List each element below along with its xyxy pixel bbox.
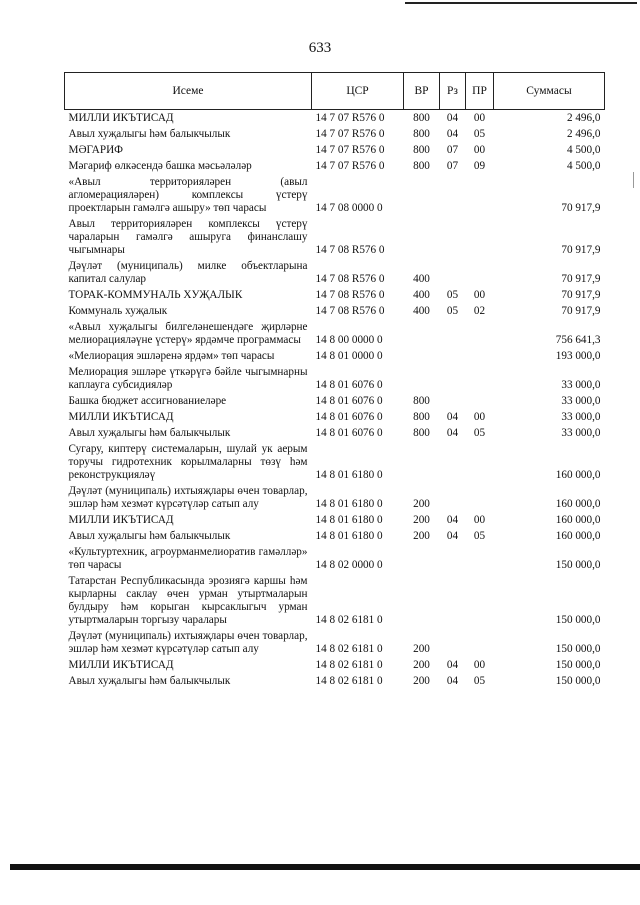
cell-name: МИЛЛИ ИКЪТИСАД <box>68 411 174 423</box>
table-row <box>65 364 605 393</box>
cell-rz: 04 <box>446 514 459 526</box>
table-row <box>65 216 605 258</box>
cell-rz <box>440 441 466 483</box>
table-row <box>65 409 605 425</box>
cell-pr: 05 <box>473 675 486 687</box>
cell-csr: 14 8 01 6076 0 <box>315 395 383 407</box>
cell-sum: 160 000,0 <box>555 514 601 526</box>
cell-pr <box>466 441 494 483</box>
cell-rz <box>440 319 466 348</box>
cell-rz <box>440 174 466 216</box>
cell-csr: 14 7 07 R576 0 <box>315 160 385 172</box>
cell-rz <box>440 216 466 258</box>
table-row <box>65 657 605 673</box>
table-row <box>65 628 605 657</box>
cell-rz <box>440 348 466 364</box>
cell-sum: 70 917,9 <box>561 202 601 214</box>
cell-rz: 05 <box>446 305 459 317</box>
header-rz: Рз <box>440 73 466 110</box>
cell-csr: 14 7 07 R576 0 <box>315 144 385 156</box>
cell-csr: 14 8 01 6180 0 <box>315 514 383 526</box>
cell-csr: 14 8 01 6180 0 <box>315 498 383 510</box>
cell-csr: 14 7 08 R576 0 <box>315 305 385 317</box>
cell-pr <box>466 319 494 348</box>
cell-sum: 4 500,0 <box>566 160 601 172</box>
cell-sum: 2 496,0 <box>566 128 601 140</box>
cell-name: Мелиорация эшләре үткәрүгә бәйле чыгымнарны каплауга субсидияләр <box>68 366 308 391</box>
cell-name: МИЛЛИ ИКЪТИСАД <box>68 659 174 671</box>
cell-name: Авыл хуҗалыгы һәм балыкчылык <box>68 427 231 439</box>
cell-sum: 33 000,0 <box>561 411 601 423</box>
cell-name: Авыл хуҗалыгы һәм балыкчылык <box>68 530 231 542</box>
cell-csr: 14 7 08 R576 0 <box>315 289 385 301</box>
table-row <box>65 142 605 158</box>
cell-name: Авыл хуҗалыгы һәм балыкчылык <box>68 675 231 687</box>
cell-vr <box>404 441 440 483</box>
cell-rz <box>440 364 466 393</box>
cell-name: Дәүләт (муниципаль) ихтыяҗлары өчен товарлар, эшләр һәм хезмәт күрсәтүләр сатып алу <box>68 485 308 510</box>
cell-pr <box>466 348 494 364</box>
cell-csr: 14 8 02 6181 0 <box>315 675 383 687</box>
cell-name: Татарстан Республикасында эрозиягә каршы һәм кырларны саклау өчен урман утыртмаларын булдыру һәм корыган кырсаклыгыч урман утыртмаларын торгызу чаралары <box>68 575 308 626</box>
table-row <box>65 158 605 174</box>
cell-sum: 2 496,0 <box>566 112 601 124</box>
cell-csr: 14 7 07 R576 0 <box>315 112 385 124</box>
header-pr: ПР <box>466 73 494 110</box>
cell-csr: 14 8 02 6181 0 <box>315 614 383 626</box>
cell-name: «Мелиорация эшләренә ярдәм» төп чарасы <box>68 350 275 362</box>
bottom-rule <box>10 864 640 870</box>
header-name: Исеме <box>65 73 312 110</box>
cell-pr: 00 <box>473 289 486 301</box>
table-row <box>65 425 605 441</box>
table-row <box>65 393 605 409</box>
cell-sum: 150 000,0 <box>555 559 601 571</box>
table-row <box>65 303 605 319</box>
cell-pr <box>466 544 494 573</box>
table-row <box>65 573 605 628</box>
cell-rz: 07 <box>446 160 459 172</box>
table-row <box>65 512 605 528</box>
cell-pr <box>466 573 494 628</box>
cell-vr: 800 <box>413 427 430 439</box>
cell-csr: 14 8 01 6180 0 <box>315 530 383 542</box>
cell-rz <box>440 628 466 657</box>
page-number: 633 <box>308 40 332 56</box>
cell-pr: 02 <box>473 305 486 317</box>
cell-rz <box>440 573 466 628</box>
top-rule <box>405 2 637 4</box>
cell-sum: 193 000,0 <box>555 350 601 362</box>
table-row <box>65 441 605 483</box>
header-vr: ВР <box>404 73 440 110</box>
cell-name: «Культуртехник, агроурманмелиоратив гамәлләр» төп чарасы <box>68 546 308 571</box>
cell-name: «Авыл хуҗалыгы билгеләнешендәге җирләрне мелиорацияләүне үстерү» ярдәмче программасы <box>68 321 308 346</box>
cell-csr: 14 7 07 R576 0 <box>315 128 385 140</box>
header-sum: Суммасы <box>494 73 605 110</box>
cell-vr: 200 <box>413 530 430 542</box>
cell-sum: 150 000,0 <box>555 659 601 671</box>
cell-sum: 70 917,9 <box>561 244 601 256</box>
cell-rz: 04 <box>446 112 459 124</box>
table-row <box>65 126 605 142</box>
cell-name: Коммуналь хуҗалык <box>68 305 168 317</box>
cell-name: Дәүләт (муниципаль) ихтыяҗлары өчен товарлар, эшләр һәм хезмәт күрсәтүләр сатып алу <box>68 630 308 655</box>
cell-csr: 14 7 08 R576 0 <box>315 244 385 256</box>
cell-vr <box>404 364 440 393</box>
cell-vr <box>404 573 440 628</box>
cell-sum: 150 000,0 <box>555 614 601 626</box>
cell-pr <box>466 364 494 393</box>
cell-rz <box>440 258 466 287</box>
cell-rz: 04 <box>446 128 459 140</box>
cell-csr: 14 8 02 0000 0 <box>315 559 383 571</box>
cell-vr: 400 <box>413 273 430 285</box>
cell-pr: 00 <box>473 659 486 671</box>
cell-sum: 160 000,0 <box>555 530 601 542</box>
table-row <box>65 528 605 544</box>
cell-vr: 800 <box>413 128 430 140</box>
budget-table-wrapper <box>64 72 604 689</box>
header-csr: ЦСР <box>312 73 404 110</box>
cell-name: Дәүләт (муниципаль) милке объектларына капитал салулар <box>68 260 308 285</box>
cell-csr: 14 8 01 0000 0 <box>315 350 383 362</box>
cell-pr: 00 <box>473 514 486 526</box>
cell-sum: 160 000,0 <box>555 498 601 510</box>
cell-rz <box>440 483 466 512</box>
cell-rz: 04 <box>446 659 459 671</box>
table-row <box>65 110 605 127</box>
cell-vr: 800 <box>413 411 430 423</box>
cell-vr: 200 <box>413 498 430 510</box>
cell-pr <box>466 483 494 512</box>
cell-pr <box>466 216 494 258</box>
cell-csr: 14 8 02 6181 0 <box>315 643 383 655</box>
cell-pr: 00 <box>473 411 486 423</box>
budget-table <box>64 72 605 689</box>
cell-vr <box>404 544 440 573</box>
cell-vr: 400 <box>413 305 430 317</box>
cell-csr: 14 8 01 6076 0 <box>315 411 383 423</box>
cell-rz: 04 <box>446 530 459 542</box>
table-row <box>65 174 605 216</box>
cell-pr: 09 <box>473 160 486 172</box>
cell-pr: 05 <box>473 427 486 439</box>
cell-name: «Авыл территорияләрен (авыл агломерацияләрен) комплексы үстерү проектларын гамәлгә ашыру» төп чарасы <box>68 176 308 214</box>
cell-pr: 00 <box>473 112 486 124</box>
cell-sum: 150 000,0 <box>555 643 601 655</box>
cell-sum: 4 500,0 <box>566 144 601 156</box>
cell-vr: 200 <box>413 643 430 655</box>
table-row <box>65 544 605 573</box>
table-row <box>65 287 605 303</box>
cell-vr: 200 <box>413 514 430 526</box>
cell-rz: 04 <box>446 411 459 423</box>
cell-sum: 33 000,0 <box>561 379 601 391</box>
cell-vr: 200 <box>413 675 430 687</box>
cell-vr: 800 <box>413 144 430 156</box>
table-header-row <box>65 73 605 110</box>
cell-rz <box>440 393 466 409</box>
cell-csr: 14 8 00 0000 0 <box>315 334 383 346</box>
cell-pr <box>466 393 494 409</box>
cell-sum: 756 641,3 <box>555 334 601 346</box>
cell-vr <box>404 216 440 258</box>
margin-mark <box>633 172 634 188</box>
table-row <box>65 673 605 689</box>
cell-csr: 14 8 01 6076 0 <box>315 427 383 439</box>
cell-name: МӘГАРИФ <box>68 144 123 156</box>
cell-sum: 33 000,0 <box>561 395 601 407</box>
cell-name: ТОРАК-КОММУНАЛЬ ХУҖАЛЫК <box>68 289 243 301</box>
cell-vr: 800 <box>413 112 430 124</box>
table-row <box>65 483 605 512</box>
cell-sum: 70 917,9 <box>561 289 601 301</box>
cell-rz: 07 <box>446 144 459 156</box>
cell-pr: 00 <box>473 144 486 156</box>
cell-sum: 70 917,9 <box>561 273 601 285</box>
cell-pr <box>466 258 494 287</box>
cell-name: Мәгариф өлкәсендә башка мәсьәләләр <box>68 160 252 172</box>
cell-vr: 400 <box>413 289 430 301</box>
cell-name: МИЛЛИ ИКЪТИСАД <box>68 112 174 124</box>
cell-vr: 200 <box>413 659 430 671</box>
cell-name: Башка бюджет ассигнованиеләре <box>68 395 227 407</box>
cell-rz: 04 <box>446 675 459 687</box>
cell-pr: 05 <box>473 530 486 542</box>
cell-rz: 05 <box>446 289 459 301</box>
cell-sum: 33 000,0 <box>561 427 601 439</box>
table-body <box>65 110 605 690</box>
cell-sum: 150 000,0 <box>555 675 601 687</box>
cell-pr <box>466 628 494 657</box>
cell-csr: 14 7 08 0000 0 <box>315 202 383 214</box>
cell-pr: 05 <box>473 128 486 140</box>
cell-sum: 70 917,9 <box>561 305 601 317</box>
cell-csr: 14 8 01 6076 0 <box>315 379 383 391</box>
cell-rz: 04 <box>446 427 459 439</box>
cell-pr <box>466 174 494 216</box>
cell-name: Авыл хуҗалыгы һәм балыкчылык <box>68 128 231 140</box>
table-row <box>65 348 605 364</box>
cell-name: Авыл территорияләрен комплексы үстерү чараларын гамәлгә ашыруга финанслашу чыгымнары <box>68 218 308 256</box>
cell-vr <box>404 319 440 348</box>
cell-csr: 14 7 08 R576 0 <box>315 273 385 285</box>
cell-csr: 14 8 01 6180 0 <box>315 469 383 481</box>
cell-vr: 800 <box>413 395 430 407</box>
cell-vr <box>404 174 440 216</box>
cell-name: Сугару, киптерү системаларын, шулай ук аерым торучы гидротехник корылмаларны төзү һәм реконструкцияләү <box>68 443 308 481</box>
table-row <box>65 258 605 287</box>
cell-rz <box>440 544 466 573</box>
cell-vr: 800 <box>413 160 430 172</box>
cell-vr <box>404 348 440 364</box>
cell-sum: 160 000,0 <box>555 469 601 481</box>
table-row <box>65 319 605 348</box>
cell-csr: 14 8 02 6181 0 <box>315 659 383 671</box>
cell-name: МИЛЛИ ИКЪТИСАД <box>68 514 174 526</box>
